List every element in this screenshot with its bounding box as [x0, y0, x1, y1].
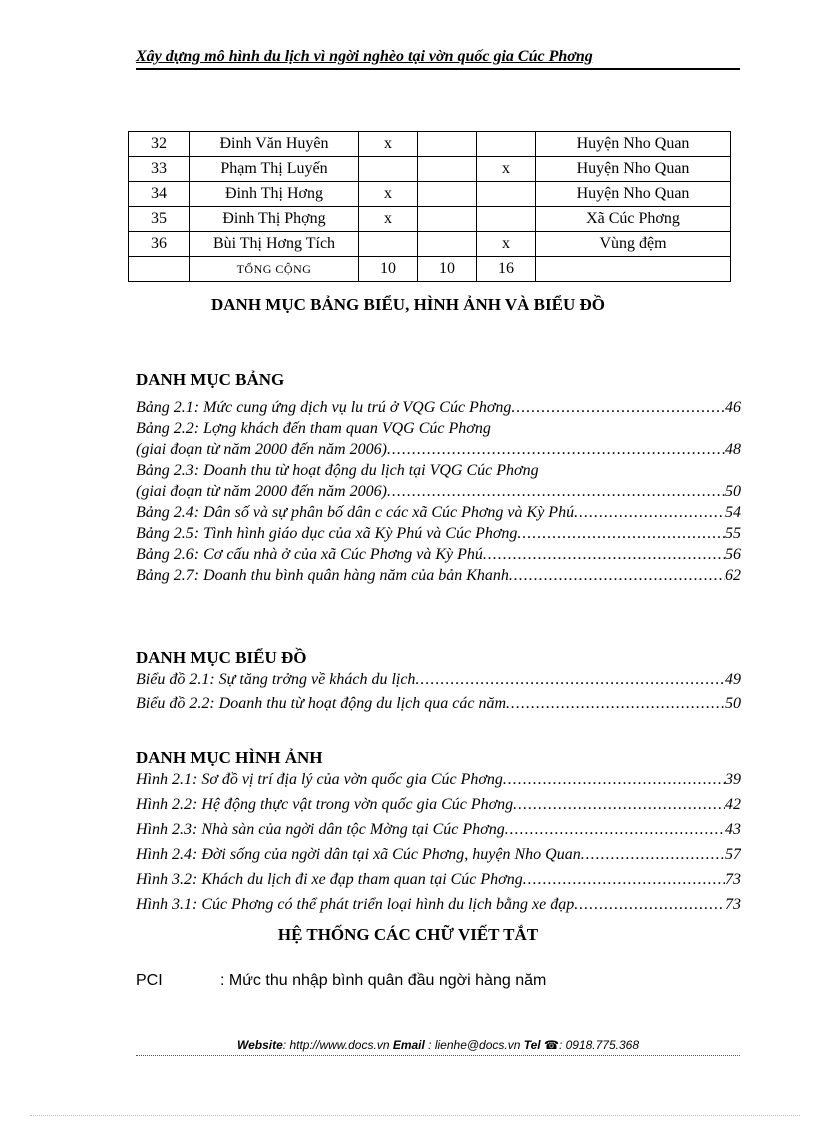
toc-page: 73	[725, 871, 741, 888]
toc-item-text: Hình 3.1: Cúc Phơng có thể phát triển loại hình du lịch bằng xe đạp	[136, 896, 575, 913]
toc-leader	[387, 440, 725, 460]
table-cell: 34	[129, 182, 190, 207]
footer-website-label: Website	[236, 1038, 283, 1052]
images-section-heading: DANH MỤC HÌNH ẢNH	[136, 748, 323, 767]
toc-item[interactable]	[136, 566, 741, 587]
toc-leader	[574, 895, 725, 915]
table-cell	[477, 207, 536, 232]
toc-leader	[574, 503, 725, 523]
abbreviation-row	[136, 972, 546, 990]
abbreviation-meaning: : Mức thu nhập bình quân đầu ngời hàng năm	[220, 972, 547, 989]
total-label-text: TỔNG CỘNG	[236, 262, 312, 276]
table-cell	[359, 157, 418, 182]
table-cell: Xã Cúc Phơng	[536, 207, 731, 232]
charts-section-heading: DANH MỤC BIỂU ĐỒ	[136, 648, 307, 667]
toc-item[interactable]	[136, 870, 741, 895]
table-cell	[477, 132, 536, 157]
toc-leader	[503, 770, 725, 790]
table-cell	[359, 232, 418, 257]
toc-item-text: Bảng 2.3: Doanh thu từ hoạt động du lịch tại VQG Cúc Phơng	[136, 462, 539, 479]
table-cell	[477, 182, 536, 207]
total-label	[190, 257, 359, 282]
table-cell: x	[477, 157, 536, 182]
toc-item-text: Biểu đồ 2.2: Doanh thu từ hoạt động du lịch qua các năm	[136, 695, 507, 712]
toc-page: 57	[725, 846, 741, 863]
toc-item[interactable]	[136, 482, 741, 503]
images-section-list	[136, 770, 741, 920]
table-cell: Huyện Nho Quan	[536, 132, 731, 157]
charts-section-list	[136, 670, 741, 718]
footer-email-label: Email	[392, 1038, 425, 1052]
abbreviations-title: HỆ THỐNG CÁC CHỮ VIẾT TẮT	[277, 925, 539, 944]
toc-item[interactable]	[136, 398, 741, 419]
table-cell: 33	[129, 157, 190, 182]
table-cell	[418, 132, 477, 157]
toc-leader	[509, 566, 725, 586]
table-total-row	[129, 257, 731, 282]
toc-item[interactable]	[136, 820, 741, 845]
tables-section-heading: DANH MỤC BẢNG	[136, 370, 285, 389]
toc-page: 54	[725, 504, 741, 521]
toc-page: 39	[725, 771, 741, 788]
toc-page: 43	[725, 821, 741, 838]
toc-item-text: Bảng 2.5: Tình hình giáo dục của xã Kỳ Phú và Cúc Phơng	[136, 525, 518, 542]
toc-item[interactable]	[136, 524, 741, 545]
table-cell: x	[477, 232, 536, 257]
toc-item[interactable]	[136, 461, 741, 482]
toc-item-text: Hình 2.2: Hệ động thực vật trong vờn quốc gia Cúc Phơng	[136, 796, 514, 813]
abbreviation-code: PCI	[136, 972, 163, 989]
table-row	[129, 232, 731, 257]
toc-item-text: Hình 2.4: Đời sống của ngời dân tại xã Cúc Phơng, huyện Nho Quan	[136, 846, 581, 863]
total-cell: 10	[359, 257, 418, 282]
toc-leader	[387, 482, 725, 502]
toc-page: 50	[725, 483, 741, 500]
table-row	[129, 157, 731, 182]
tables-section-list	[136, 398, 741, 587]
table-cell: Bùi Thị Hơng Tích	[190, 232, 359, 257]
table-cell: Huyện Nho Quan	[536, 182, 731, 207]
toc-item-text: Bảng 2.4: Dân số và sự phân bố dân c các xã Cúc Phơng và Kỳ Phú	[136, 504, 575, 521]
toc-page: 55	[725, 525, 741, 542]
toc-item[interactable]	[136, 770, 741, 795]
toc-item-text: Bảng 2.1: Mức cung ứng dịch vụ lu trú ở VQG Cúc Phơng	[136, 399, 512, 416]
table-cell: 32	[129, 132, 190, 157]
page-header-title: Xây dựng mô hình du lịch vì ngời nghèo tại vờn quốc gia Cúc Phơng	[136, 48, 593, 65]
table-row	[129, 207, 731, 232]
page-footer	[136, 1038, 740, 1052]
toc-leader	[513, 795, 725, 815]
toc-item[interactable]	[136, 694, 741, 718]
table-cell	[418, 207, 477, 232]
toc-item-text: Hình 3.2: Khách du lịch đi xe đạp tham quan tại Cúc Phơng	[136, 871, 523, 888]
table-cell: Đinh Thị Hơng	[190, 182, 359, 207]
table-cell: 35	[129, 207, 190, 232]
toc-leader	[505, 820, 725, 840]
toc-item-text: Bảng 2.6: Cơ cấu nhà ở của xã Cúc Phơng và Kỳ Phú	[136, 546, 483, 563]
table-cell: Phạm Thị Luyến	[190, 157, 359, 182]
toc-item[interactable]	[136, 503, 741, 524]
toc-page: 49	[725, 671, 741, 688]
table-cell: x	[359, 182, 418, 207]
footer-tel: ☎: 0918.775.368	[540, 1038, 640, 1052]
table-cell: Đinh Văn Huyên	[190, 132, 359, 157]
toc-item-text: Hình 2.1: Sơ đồ vị trí địa lý của vờn quốc gia Cúc Phơng	[136, 771, 503, 788]
table-cell	[536, 257, 731, 282]
toc-item-text: Biểu đồ 2.1: Sự tăng trởng về khách du lịch	[136, 671, 416, 688]
total-cell: 16	[477, 257, 536, 282]
toc-page: 50	[725, 695, 741, 712]
toc-leader	[581, 845, 725, 865]
participants-table	[128, 131, 731, 282]
toc-item[interactable]	[136, 545, 741, 566]
toc-leader	[483, 545, 725, 565]
toc-leader	[511, 398, 725, 418]
table-cell	[418, 182, 477, 207]
header-rule	[136, 68, 740, 70]
toc-item[interactable]	[136, 440, 741, 461]
toc-item[interactable]	[136, 419, 741, 440]
table-row	[129, 182, 731, 207]
table-cell	[129, 257, 190, 282]
toc-page: 46	[725, 399, 741, 416]
total-cell: 10	[418, 257, 477, 282]
toc-item[interactable]	[136, 845, 741, 870]
toc-item-text: (giai đoạn từ năm 2000 đến năm 2006)	[136, 441, 387, 458]
table-cell	[418, 157, 477, 182]
toc-item[interactable]	[136, 895, 741, 920]
toc-leader	[415, 670, 725, 690]
table-cell: Huyện Nho Quan	[536, 157, 731, 182]
table-cell	[418, 232, 477, 257]
toc-item-text: Bảng 2.2: Lợng khách đến tham quan VQG Cúc Phơng	[136, 420, 491, 437]
toc-page: 73	[725, 896, 741, 913]
toc-page: 48	[725, 441, 741, 458]
table-cell: Vùng đệm	[536, 232, 731, 257]
toc-leader	[506, 694, 725, 714]
toc-item-text: Hình 2.3: Nhà sàn của ngời dân tộc Mờng tại Cúc Phơng	[136, 821, 505, 838]
footer-website-link[interactable]: : http://www.docs.vn	[282, 1038, 393, 1052]
footer-tel-label: Tel	[523, 1038, 541, 1052]
toc-page: 42	[725, 796, 741, 813]
toc-item[interactable]	[136, 670, 741, 694]
toc-item-text: Bảng 2.7: Doanh thu bình quân hàng năm của bản Khanh	[136, 567, 509, 584]
table-cell: x	[359, 207, 418, 232]
table-row	[129, 132, 731, 157]
toc-page: 62	[725, 567, 741, 584]
toc-item-text: (giai đoạn từ năm 2000 đến năm 2006)	[136, 483, 387, 500]
toc-item[interactable]	[136, 795, 741, 820]
toc-leader	[517, 524, 725, 544]
toc-leader	[523, 870, 725, 890]
footer-rule	[136, 1055, 740, 1056]
main-title: DANH MỤC BẢNG BIỂU, HÌNH ẢNH VÀ BIỂU ĐỒ	[210, 295, 606, 314]
table-cell: x	[359, 132, 418, 157]
footer-email-link[interactable]: : lienhe@docs.vn	[424, 1038, 524, 1052]
page-bottom-rule	[30, 1115, 800, 1116]
toc-page: 56	[725, 546, 741, 563]
table-cell: 36	[129, 232, 190, 257]
table-cell: Đinh Thị Phợng	[190, 207, 359, 232]
